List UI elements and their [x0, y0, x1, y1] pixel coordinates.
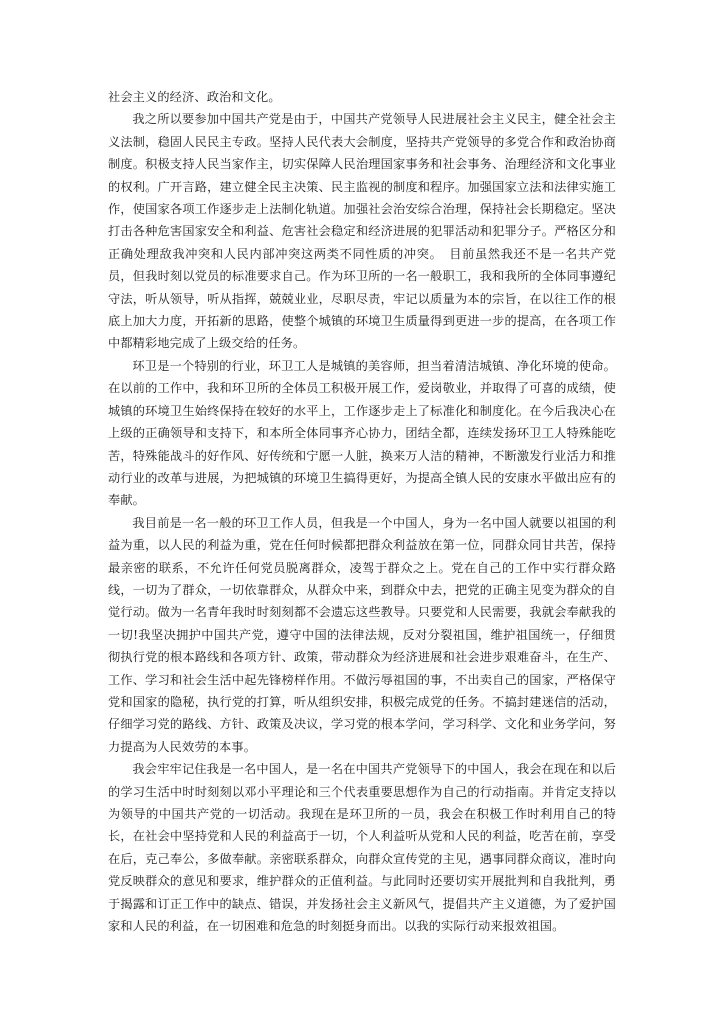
- paragraph-4: 我目前是一名一般的环卫工作人员，但我是一个中国人，身为一名中国人就要以祖国的利益为重，以人民的利益为重，党在任何时候都把群众利益放在第一位，同群众同甘共苦，保持最亲密的联系，不允许任何党员脱离群众，凌驾于群众之上。党在自己的工作中实行群众路线，一切为了群众，一切依靠群众，从群众中来，到群众中去，把党的正确主见变为群众的自觉行动。做为一名青年我时时刻刻都不会遗忘这些教导。只要党和人民需要，我就会奉献我的一切!我坚决拥护中国共产党，遵守中国的法律法规，反对分裂祖国，维护祖国统一，仔细贯彻执行党的根本路线和各项方针、政策，带动群众为经济进展和社会进步艰难奋斗，在生产、工作、学习和社会生活中起先锋榜样作用。不做污辱祖国的事，不出卖自己的国家，严格保守党和国家的隐秘，执行党的打算，听从组织安排，积极完成党的任务。不搞封建迷信的活动，仔细学习党的路线、方针、政策及决议，学习党的根本学问，学习科学、文化和业务学问，努力提高为人民效劳的本事。: [108, 515, 616, 754]
- paragraph-5: 我会牢牢记住我是一名中国人，是一名在中国共产党领导下的中国人，我会在现在和以后的学习生活中时时刻刻以邓小平理论和三个代表重要思想作为自己的行动指南。并肯定支持以为领导的中国共产党的一切活动。我现在是环卫所的一员，我会在积极工作时利用自己的特长，在社会中坚持党和人民的利益高于一切，个人利益听从党和人民的利益，吃苦在前，享受在后，克己奉公，多做奉献。亲密联系群众，向群众宣传党的主见，遇事同群众商议，准时向党反映群众的意见和要求，维护群众的正值利益。与此同时还要切实开展批判和自我批判，勇于揭露和订正工作中的缺点、错误，并发扬社会主义新风气，提倡共产主义道德，为了爱护国家和人民的利益，在一切困难和危急的时刻挺身而出。以我的实际行动来报效祖国。: [108, 762, 616, 934]
- paragraph-3: 环卫是一个特别的行业，环卫工人是城镇的美容师，担当着清洁城镇、净化环境的使命。在以前的工作中，我和环卫所的全体员工积极开展工作，爱岗敬业，并取得了可喜的成绩，使城镇的环境卫生始终保持在较好的水平上，工作逐步走上了标准化和制度化。在今后我决心在上级的正确领导和支持下，和本所全体同事齐心协力，团结全都，连续发扬环卫工人特殊能吃苦，特殊能战斗的好作风、好传统和宁愿一人脏，换来万人洁的精神，不断激发行业活力和推动行业的改革与进展，为把城镇的环境卫生搞得更好，为提高全镇人民的安康水平做出应有的奉献。: [108, 358, 616, 508]
- document-page: [108, 86, 616, 986]
- paragraph-1: 社会主义的经济、政治和文化。: [108, 90, 281, 104]
- paragraph-2: 我之所以要参加中国共产党是由于，中国共产党领导人民进展社会主义民主，健全社会主义法制，稳固人民民主专政。坚持人民代表大会制度，坚持共产党领导的多党合作和政治协商制度。积极支持人民当家作主，切实保障人民治理国家事务和社会事务、治理经济和文化事业的权利。广开言路，建立健全民主决策、民主监视的制度和程序。加强国家立法和法律实施工作，使国家各项工作逐步走上法制化轨道。加强社会治安综合治理，保持社会长期稳定。坚决打击各种危害国家安全和利益、危害社会稳定和经济进展的犯罪活动和犯罪分子。严格区分和正确处理敌我冲突和人民内部冲突这两类不同性质的冲突。 目前虽然我还不是一名共产党员，但我时刻以党员的标准要求自己。作为环卫所的一名一般职工，我和我所的全体同事遵纪守法，听从领导，听从指挥，兢兢业业，尽职尽责，牢记以质量为本的宗旨，在以往工作的根底上加大力度，开拓新的思路，使整个城镇的环境卫生质量得到更进一步的提高，在各项工作中都精彩地完成了上级交给的任务。: [108, 112, 616, 351]
